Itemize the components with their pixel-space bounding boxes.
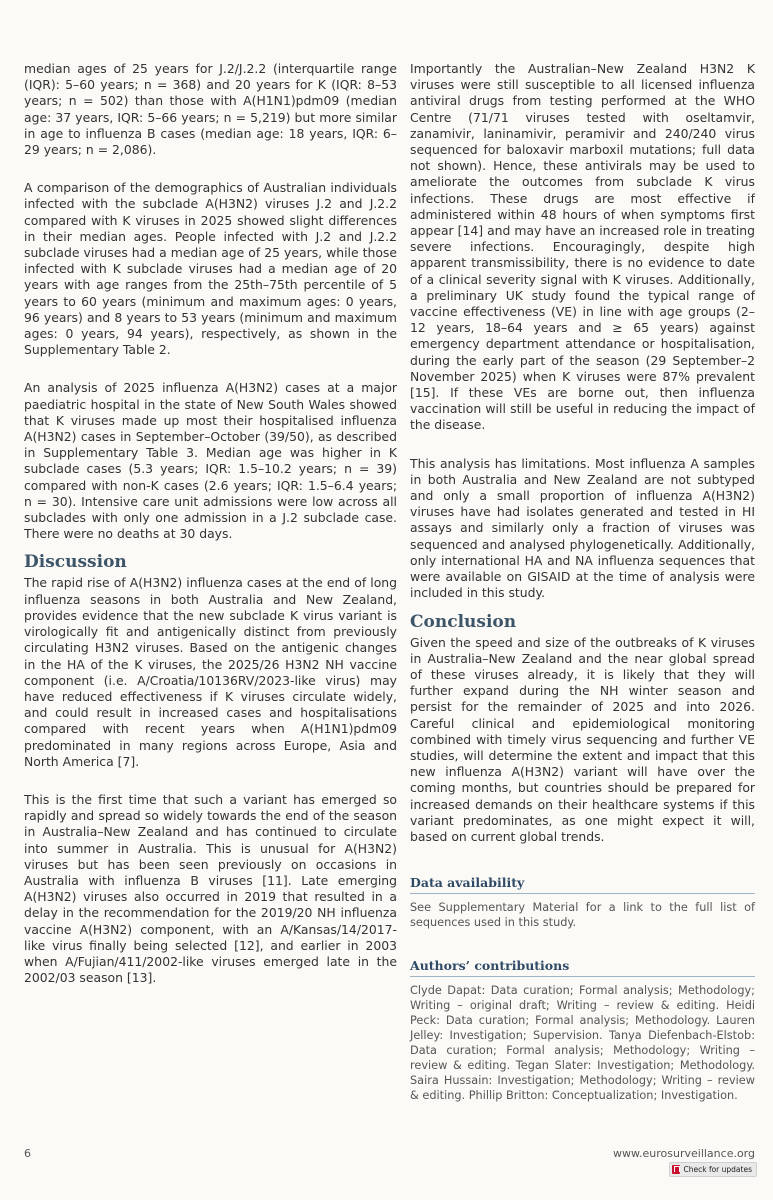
paragraph-conclusion: Given the speed and size of the outbreaks of K viruses in Australia–New Zealand and the near global spread of these viruses already, it is likely that they will further expand during the NH winter season and persist for the remainder of 2025 and into 2026. Careful clinical and epidemiological monitoring combined with timely virus sequencing and further VE studies, will determine the extent and impact that this new influenza A(H3N2) variant will have over the coming months, but countries should be prepared for increased demands on their healthcare systems if this variant predominates, as one might expect it will, based on current global trends. xyxy=(410,634,755,844)
page-number: 6 xyxy=(24,1147,31,1160)
left-column xyxy=(24,61,397,1008)
paragraph-demographics: A comparison of the demographics of Australian individuals infected with the subclade A(H3N2) viruses J.2 and J.2.2 compared with K viruses in 2025 showed slight differences in their median ages. People infected with J.2 and J.2.2 subclade viruses had a median age of 25 years, while those infected with K subclade viruses had a median age of 20 years with age ranges from the 25th–75th percentile of 5 years to 60 years (minimum and maximum ages: 0 years, 96 years) and 8 years to 53 years (minimum and maximum ages: 0 years, 94 years), respectively, as shown in the Supplementary Table 2. xyxy=(24,180,397,358)
data-availability-box xyxy=(410,875,755,930)
paragraph-paediatric-hospital: An analysis of 2025 influenza A(H3N2) cases at a major paediatric hospital in the state of New South Wales showed that K viruses made up most their hospitalised influenza A(H3N2) cases in September–October (39/50), as described in Supplementary Table 3. Median age was higher in K subclade cases (5.3 years; IQR: 1.5–10.2 years; n = 39) compared with non-K cases (2.6 years; IQR: 1.5–6.4 years; n = 30). Intensive care unit admissions were low across all subclades with only one admission in a J.2 subclade case. There were no deaths at 30 days. xyxy=(24,380,397,542)
data-availability-title: Data availability xyxy=(410,875,755,894)
paragraph-median-ages: median ages of 25 years for J.2/J.2.2 (interquartile range (IQR): 5–60 years; n = 368) and 20 years for K (IQR: 8–53 years; n = 502) than those with A(H1N1)pdm09 (median age: 37 years, IQR: 5–66 years; n = 5,219) but more similar in age to influenza B cases (median age: 18 years, IQR: 6–29 years; n = 2,086). xyxy=(24,61,397,158)
paragraph-antivirals: Importantly the Australian–New Zealand H3N2 K viruses were still susceptible to all licensed influenza antiviral drugs from testing performed at the WHO Centre (71/71 viruses tested with oseltamvir, zanamivir, laninamivir, peramivir and 240/240 virus sequenced for baloxavir marboxil mutations; full data not shown). Hence, these antivirals may be used to ameliorate the outcomes from subclade K virus infections. These drugs are most effective if administered within 48 hours of when symptoms first appear [14] and may have an increased role in treating severe infections. Encouragingly, despite high apparent transmissibility, there is no evidence to date of a clinical severity signal with K viruses. Additionally, a preliminary UK study found the typical range of vaccine effectiveness (VE) in line with age groups (2–12 years, 18–64 years and ≥ 65 years) against emergency department attendance or hospitalisation, during the early part of the season (29 September–2 November 2025) when K viruses were 87% prevalent [15]. If these VEs are borne out, then influenza vaccination will still be useful in reducing the impact of the disease. xyxy=(410,61,755,433)
discussion-heading: Discussion xyxy=(24,552,127,573)
paragraph-limitations: This analysis has limitations. Most influenza A samples in both Australia and New Zealand are not subtyped and only a small proportion of influenza A(H3N2) viruses have had isolates generated and tested in HI assays and similarly only a fraction of viruses was sequenced and analysed phylogenetically. Additionally, only international HA and NA influenza sequences that were available on GISAID at the time of analysis were included in this study. xyxy=(410,455,755,601)
right-column xyxy=(410,61,755,1131)
paragraph-rapid-rise: The rapid rise of A(H3N2) influenza cases at the end of long influenza seasons in both Australia and New Zealand, provides evidence that the new subclade K virus variant is virologically fit and antigenically distinct from previously circulating H3N2 viruses. Based on the antigenic changes in the HA of the K viruses, the 2025/26 H3N2 NH vaccine component (i.e. A/Croatia/10136RV/2023-like virus) may have reduced effectiveness if K viruses circulate widely, and could result in increased cases and hospitalisations compared with recent years when A(H1N1)pdm09 predominated in many regions across Europe, Asia and North America [7]. xyxy=(24,575,397,769)
bookmark-icon xyxy=(672,1165,680,1174)
check-for-updates-label: Check for updates xyxy=(683,1165,752,1174)
data-availability-text: See Supplementary Material for a link to the full list of sequences used in this study. xyxy=(410,901,755,930)
paragraph-first-time: This is the first time that such a variant has emerged so rapidly and spread so widely towards the end of the season in Australia–New Zealand and has continued to circulate into summer in Australia. This is unusual for A(H3N2) viruses but has been seen previously on occasions in Australia with influenza B viruses [11]. Late emerging A(H3N2) viruses also occurred in 2019 that resulted in a delay in the recommendation for the 2019/20 NH influenza vaccine A(H3N2) component, with an A/Kansas/14/2017-like virus finally being selected [12], and earlier in 2003 when A/Fujian/411/2002-like viruses emerged late in the 2002/03 season [13]. xyxy=(24,791,397,986)
authors-contributions-title: Authors’ contributions xyxy=(410,958,755,977)
authors-contributions-text: Clyde Dapat: Data curation; Formal analysis; Methodology; Writing – original draft; Writing – review & editing. Heidi Peck: Data curation; Formal analysis; Methodology. Lauren Jelley: Investigation; Supervision. Tanya Diefenbach-Elstob: Data curation; Formal analysis; Methodology; Writing – review & editing. Tegan Slater: Investigation; Methodology. Saira Hussain: Investigation; Methodology; Writing – review & editing. Phillip Britton: Conceptualization; Investigation. xyxy=(410,984,755,1103)
authors-contributions-box xyxy=(410,958,755,1103)
journal-url[interactable]: www.eurosurveillance.org xyxy=(613,1147,755,1160)
conclusion-heading: Conclusion xyxy=(410,611,517,632)
check-for-updates-button[interactable] xyxy=(669,1162,758,1177)
